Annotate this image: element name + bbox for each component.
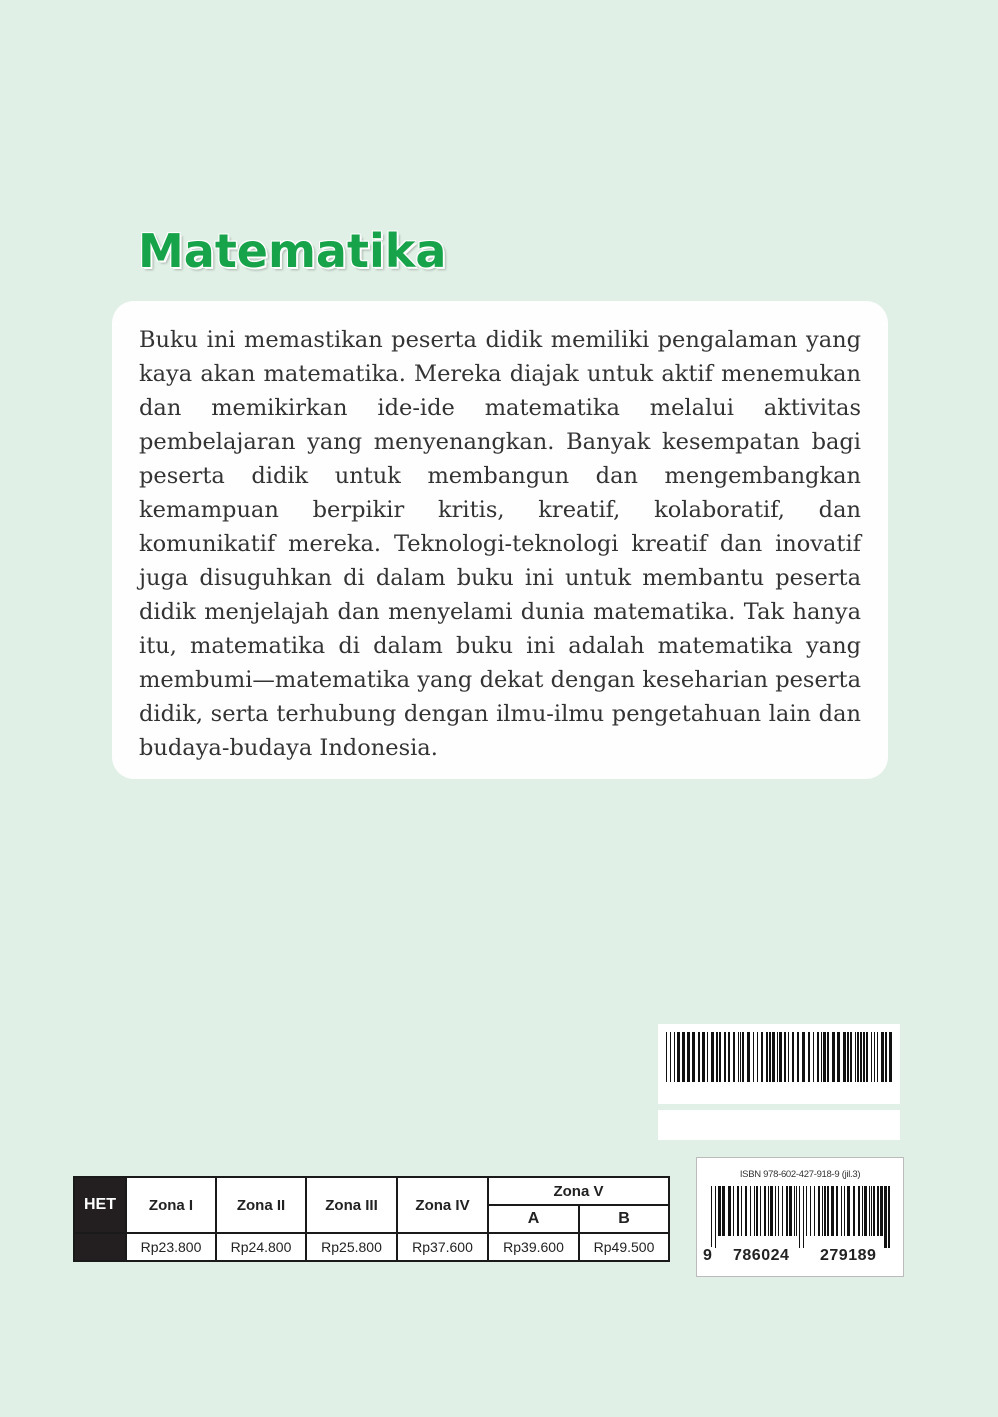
barcode-bar — [874, 1032, 875, 1082]
price-zone-1: Rp23.800 — [126, 1233, 216, 1261]
barcode-bar — [792, 1032, 794, 1082]
barcode-bar — [745, 1186, 747, 1236]
barcode-bar — [836, 1186, 838, 1236]
barcode-bar — [737, 1186, 739, 1236]
barcode-bar — [821, 1032, 822, 1082]
barcode-bar — [877, 1186, 879, 1236]
barcode-bar — [847, 1032, 849, 1082]
barcode-bar — [797, 1032, 799, 1082]
barcode-bar — [873, 1186, 875, 1236]
barcode-bar — [888, 1186, 890, 1248]
barcode-bar — [766, 1032, 768, 1082]
barcode-bar — [885, 1032, 887, 1082]
barcode-bar — [863, 1032, 865, 1082]
isbn-barcode-graphic — [711, 1186, 891, 1248]
barcode-bar — [817, 1032, 819, 1082]
barcode-bar — [760, 1186, 761, 1236]
barcode-bar — [754, 1186, 755, 1236]
barcode-bar — [682, 1032, 685, 1082]
barcode-bar — [753, 1032, 754, 1082]
barcode-bar — [796, 1186, 797, 1236]
barcode-bar — [844, 1186, 845, 1236]
barcode-bar — [757, 1032, 758, 1082]
barcode-bar — [889, 1032, 892, 1082]
price-zone-4: Rp37.600 — [397, 1233, 488, 1261]
barcode-bar — [687, 1032, 690, 1082]
barcode-bar — [677, 1032, 680, 1082]
barcode-bar — [761, 1032, 763, 1082]
barcode-bar — [858, 1186, 860, 1236]
book-title: Matematika — [138, 224, 447, 278]
barcode-bar — [716, 1032, 718, 1082]
zone-1-header: Zona I — [126, 1177, 216, 1233]
barcode-bar — [803, 1186, 804, 1248]
barcode-bar — [728, 1032, 730, 1082]
barcode-bar — [818, 1186, 820, 1236]
barcode-bar — [702, 1032, 705, 1082]
barcode-bar — [843, 1032, 846, 1082]
barcode-bar — [778, 1186, 779, 1236]
isbn-label: ISBN 978-602-427-918-9 (jil.3) — [739, 1169, 861, 1180]
book-description: Buku ini memastikan peserta didik memiliki pengalaman yang kaya akan matematika. Mereka diajak untuk aktif menemukan dan memikirkan ide-ide matematika melalui aktivitas pembelajaran yang menyenangkan. Banyak kesempatan bagi peserta didik untuk membangun dan mengembangkan kemampuan berpikir kritis, kreatif, kolaboratif, dan komunikatif mereka. Teknologi-teknologi kreatif dan inovatif juga disuguhkan di dalam buku ini untuk membantu peserta didik menjelajah dan menyelami dunia matematika. Tak hanya itu, matematika di dalam buku ini adalah matematika yang membumi—matematika yang dekat dengan keseharian peserta didik, serta terhubung dengan ilmu-ilmu pengetahuan lain dan budaya-budaya Indonesia. — [139, 327, 861, 761]
zone-5a-header: A — [488, 1205, 579, 1233]
price-zone-5a: Rp39.600 — [488, 1233, 579, 1261]
barcode-bar — [832, 1032, 835, 1082]
barcode-bar — [880, 1186, 883, 1236]
barcode-bar — [866, 1032, 868, 1082]
barcode-bar — [799, 1186, 800, 1248]
barcode-bar — [822, 1186, 823, 1236]
barcode-bar — [775, 1186, 776, 1236]
barcode-bar — [692, 1032, 695, 1082]
barcode-bar — [750, 1186, 751, 1236]
barcode-bar — [741, 1186, 742, 1236]
barcode-bar — [719, 1032, 721, 1082]
het-label-filler — [74, 1233, 126, 1261]
barcode-bar — [666, 1032, 667, 1082]
barcode-bar — [813, 1032, 814, 1082]
barcode-bar — [827, 1032, 829, 1082]
price-zone-3: Rp25.800 — [306, 1233, 397, 1261]
barcode-bar — [806, 1186, 807, 1236]
price-zone-2: Rp24.800 — [216, 1233, 306, 1261]
barcode-bar — [808, 1032, 810, 1082]
barcode-bar — [871, 1032, 872, 1082]
barcode-bar — [772, 1032, 775, 1082]
barcode-bar — [707, 1032, 708, 1082]
barcode-bar — [847, 1186, 850, 1236]
barcode-bar — [733, 1032, 735, 1082]
barcode-bar — [715, 1186, 716, 1248]
barcode-bar — [810, 1186, 811, 1236]
barcode-bar — [711, 1186, 712, 1248]
barcode-bar — [823, 1032, 826, 1082]
barcode-bar — [747, 1032, 750, 1082]
barcode-bar — [853, 1186, 855, 1236]
barcode-bar — [728, 1186, 731, 1236]
zone-2-header: Zona II — [216, 1177, 306, 1233]
barcode-bar — [711, 1032, 714, 1082]
barcode-bar — [831, 1186, 834, 1236]
barcode-bar — [850, 1032, 852, 1082]
price-zone-5b: Rp49.500 — [579, 1233, 669, 1261]
barcode-bar — [722, 1186, 725, 1236]
barcode-bar — [871, 1186, 872, 1236]
barcode-bar — [789, 1186, 792, 1236]
barcode-bar — [855, 1032, 856, 1082]
barcode-bar — [670, 1032, 671, 1082]
zone-5b-header: B — [579, 1205, 669, 1233]
barcode-bar — [742, 1032, 744, 1082]
zone-4-header: Zona IV — [397, 1177, 488, 1233]
barcode-bar — [738, 1032, 739, 1082]
barcode-bar — [698, 1032, 700, 1082]
barcode-bar — [884, 1186, 887, 1248]
barcode-bar — [756, 1186, 758, 1236]
het-price-table — [73, 1176, 670, 1262]
barcode-bar — [674, 1032, 675, 1082]
barcode-bar — [869, 1186, 870, 1236]
barcode-bar — [779, 1032, 782, 1082]
barcode-bar — [864, 1186, 867, 1236]
barcode-bar — [881, 1032, 884, 1082]
barcode-bar — [827, 1186, 829, 1236]
barcode-bar — [724, 1032, 726, 1082]
het-label: HET — [74, 1177, 126, 1233]
barcode-bar — [777, 1032, 778, 1082]
barcode-bar — [786, 1186, 788, 1236]
zone-3-header: Zona III — [306, 1177, 397, 1233]
barcode-bar — [770, 1186, 773, 1236]
barcode-bar — [718, 1186, 721, 1236]
top-barcode-graphic — [666, 1032, 892, 1082]
barcode-bar — [794, 1186, 795, 1236]
barcode-bar — [733, 1186, 734, 1236]
barcode-bar — [784, 1032, 786, 1082]
barcode-bar — [769, 1032, 771, 1082]
white-strip — [658, 1110, 900, 1140]
barcode-bar — [740, 1032, 741, 1082]
isbn-first-digit: 9 — [703, 1247, 713, 1264]
barcode-bar — [837, 1032, 840, 1082]
barcode-bar — [877, 1032, 878, 1082]
barcode-bar — [860, 1032, 862, 1082]
isbn-barcode-box — [696, 1157, 904, 1277]
isbn-left-digits: 786024 — [733, 1247, 790, 1264]
isbn-right-digits: 279189 — [820, 1247, 877, 1264]
barcode-bar — [814, 1186, 815, 1236]
description-panel — [112, 301, 888, 779]
barcode-bar — [788, 1032, 789, 1082]
barcode-bar — [782, 1186, 783, 1236]
barcode-bar — [764, 1186, 766, 1236]
top-barcode — [658, 1024, 900, 1104]
barcode-bar — [802, 1032, 805, 1082]
barcode-bar — [841, 1186, 842, 1236]
zone-5-header: Zona V — [488, 1177, 669, 1205]
barcode-bar — [862, 1186, 863, 1236]
barcode-bar — [857, 1032, 859, 1082]
barcode-bar — [824, 1186, 826, 1236]
barcode-bar — [768, 1186, 769, 1236]
